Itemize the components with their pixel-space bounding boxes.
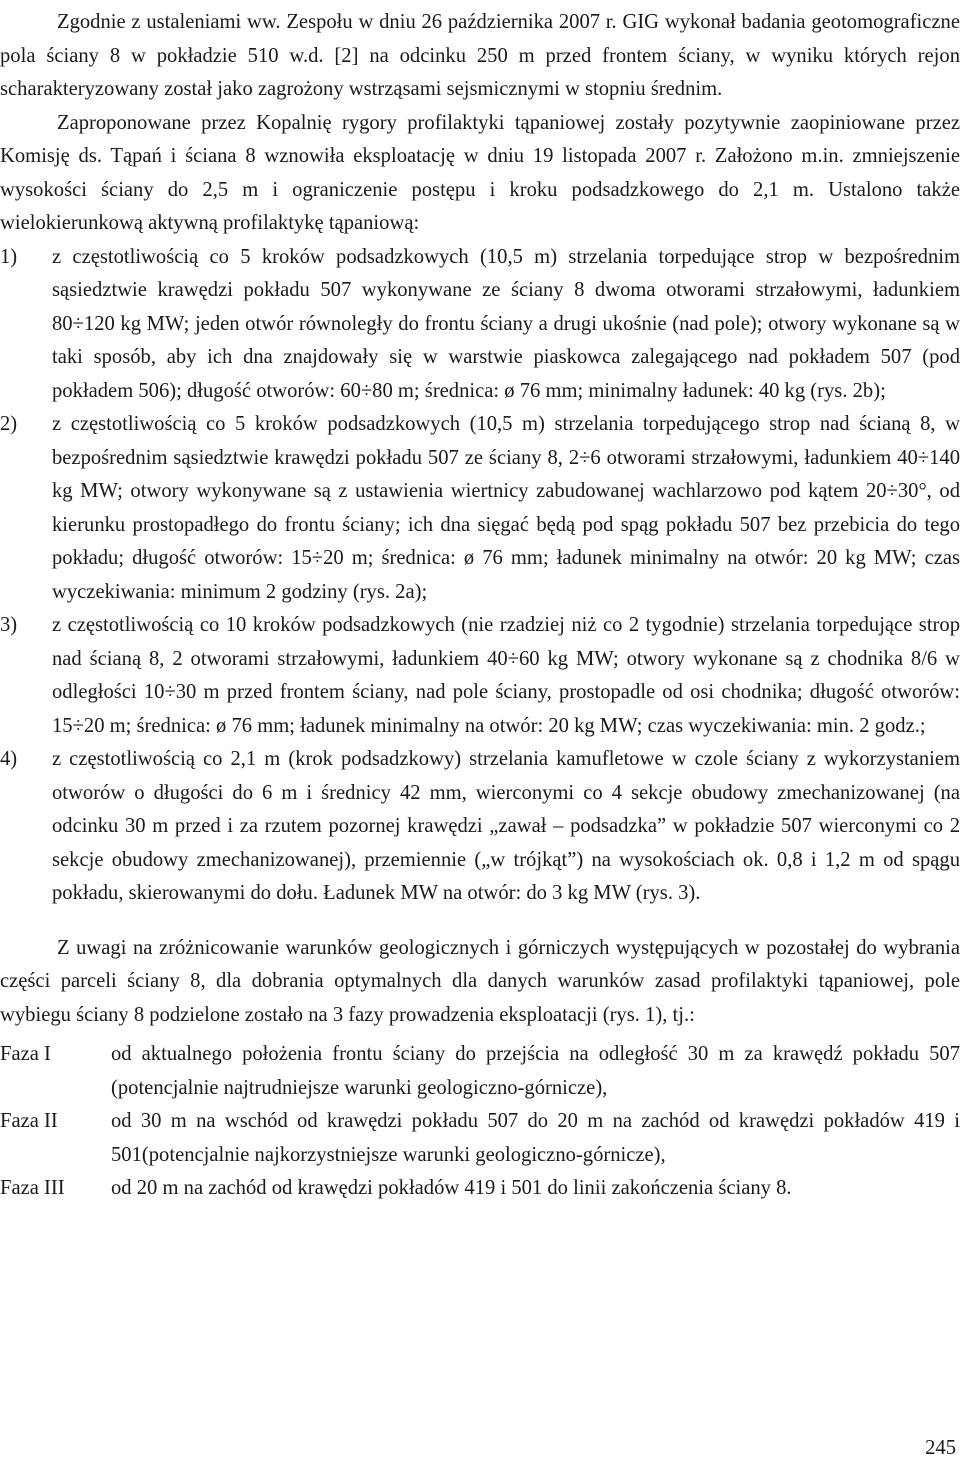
list-item-text: z częstotliwością co 5 kroków podsadzkowych (10,5 m) strzelania torpedującego strop nad ścianą 8, w bezpośrednim sąsiedztwie krawędzi pokładu 507 ze ściany 8, 2÷6 otworami strzałowymi, ładunkiem 40÷140 kg MW; otwory wykonywane są z ustawienia wiertnicy zabudowanej wachlarzowo pod kątem 20÷30°, od kierunku prostopadłego do frontu ściany; ich dna sięgać będą pod spąg pokładu 507 bez przebicia do tego pokładu; długość otworów: 15÷20 m; średnica: ø 76 mm; ładunek minimalny na otwór: 20 kg MW; czas wyczekiwania: minimum 2 godziny (rys. 2a);	[52, 413, 960, 603]
paragraph-prevention-rules: Zaproponowane przez Kopalnię rygory profilaktyki tąpaniowej zostały pozytywnie zaopiniowane przez Komisję ds. Tąpań i ściana 8 wznowiła eksploatację w dniu 19 listopada 2007 r. Założono m.in. zmniejszenie wysokości ściany do 2,5 m i ograniczenie postępu i kroku podsadzkowego do 2,1 m. Ustalono także wielokierunkową aktywną profilaktykę tąpaniową:	[0, 111, 960, 234]
list-item	[0, 743, 960, 911]
phase-item	[0, 1038, 960, 1105]
list-item	[0, 408, 960, 609]
list-item-text: z częstotliwością co 10 kroków podsadzkowych (nie rzadziej niż co 2 tygodnie) strzelania torpedujące strop nad ścianą 8, 2 otworami strzałowymi, ładunkiem 40÷60 kg MW; otwory wykonane są z chodnika 8/6 w odległości 10÷30 m przed frontem ściany, nad pole ściany, prostopadle od osi chodnika; długość otworów: 15÷20 m; średnica: ø 76 mm; ładunek minimalny na otwór: 20 kg MW; czas wyczekiwania: min. 2 godz.;	[52, 614, 960, 737]
prevention-list	[0, 241, 960, 911]
phase-label: Faza II	[0, 1110, 58, 1132]
list-item-text: z częstotliwością co 5 kroków podsadzkowych (10,5 m) strzelania torpedujące strop w bezpośrednim sąsiedztwie krawędzi pokładu 507 wykonywane ze ściany 8 dwoma otworami strzałowymi, ładunkiem 80÷120 kg MW; jeden otwór równoległy do frontu ściany a drugi ukośnie (nad pole); otwory wykonane są w taki sposób, aby ich dna znajdowały się w warstwie piaskowca zalegającego nad pokładem 507 (pod pokładem 506); długość otworów: 60÷80 m; średnica: ø 76 mm; minimalny ładunek: 40 kg (rys. 2b);	[52, 245, 960, 402]
page-number: 245	[925, 1437, 956, 1459]
phase-text: od 20 m na zachód od krawędzi pokładów 419 i 501 do linii zakończenia ściany 8.	[111, 1177, 792, 1199]
list-item-number: 3)	[0, 614, 18, 636]
paragraph-phases-intro: Z uwagi na zróżnicowanie warunków geologicznych i górniczych występujących w pozostałej do wybrania części parceli ściany 8, dla dobrania optymalnych dla danych warunków zasad profilaktyki tąpaniowej, pole wybiegu ściany 8 podzielone zostało na 3 fazy prowadzenia eksploatacji (rys. 1), tj.:	[0, 936, 960, 1026]
phases-list	[0, 1038, 960, 1206]
list-item	[0, 241, 960, 409]
phase-text: od aktualnego położenia frontu ściany do przejścia na odległość 30 m za krawędź pokładu 507 (potencjalnie najtrudniejsze warunki geologiczno-górnicze),	[111, 1043, 960, 1099]
phase-item	[0, 1105, 960, 1172]
list-item-number: 4)	[0, 748, 18, 770]
list-item-text: z częstotliwością co 2,1 m (krok podsadzkowy) strzelania kamufletowe w czole ściany z wykorzystaniem otworów o długości do 6 m i średnicy 42 mm, wierconymi co 4 sekcje obudowy zmechanizowanej (na odcinku 30 m przed i za rzutem pozornej krawędzi „zawał – podsadzka” w pokładzie 507 wierconymi co 2 sekcje obudowy zmechanizowanej), przemiennie („w trójkąt”) na wysokościach ok. 0,8 i 1,2 m od spągu pokładu, skierowanymi do dołu. Ładunek MW na otwór: do 3 kg MW (rys. 3).	[52, 748, 960, 904]
phase-label: Faza III	[0, 1177, 65, 1199]
phase-text: od 30 m na wschód od krawędzi pokładu 507 do 20 m na zachód od krawędzi pokładów 419 i 501(potencjalnie najkorzystniejsze warunki geologiczno-górnicze),	[111, 1110, 960, 1166]
phase-label: Faza I	[0, 1043, 51, 1065]
list-item-number: 2)	[0, 413, 18, 435]
list-item-number: 1)	[0, 245, 18, 268]
list-item	[0, 609, 960, 743]
page-body	[0, 6, 960, 1206]
phase-item	[0, 1172, 960, 1206]
paragraph-geotomography: Zgodnie z ustaleniami ww. Zespołu w dniu 26 października 2007 r. GIG wykonał badania geotomograficzne pola ściany 8 w pokładzie 510 w.d. [2] na odcinku 250 m przed frontem ściany, w wyniku których rejon scharakteryzowany został jako zagrożony wstrząsami sejsmicznymi w stopniu średnim.	[0, 11, 960, 100]
